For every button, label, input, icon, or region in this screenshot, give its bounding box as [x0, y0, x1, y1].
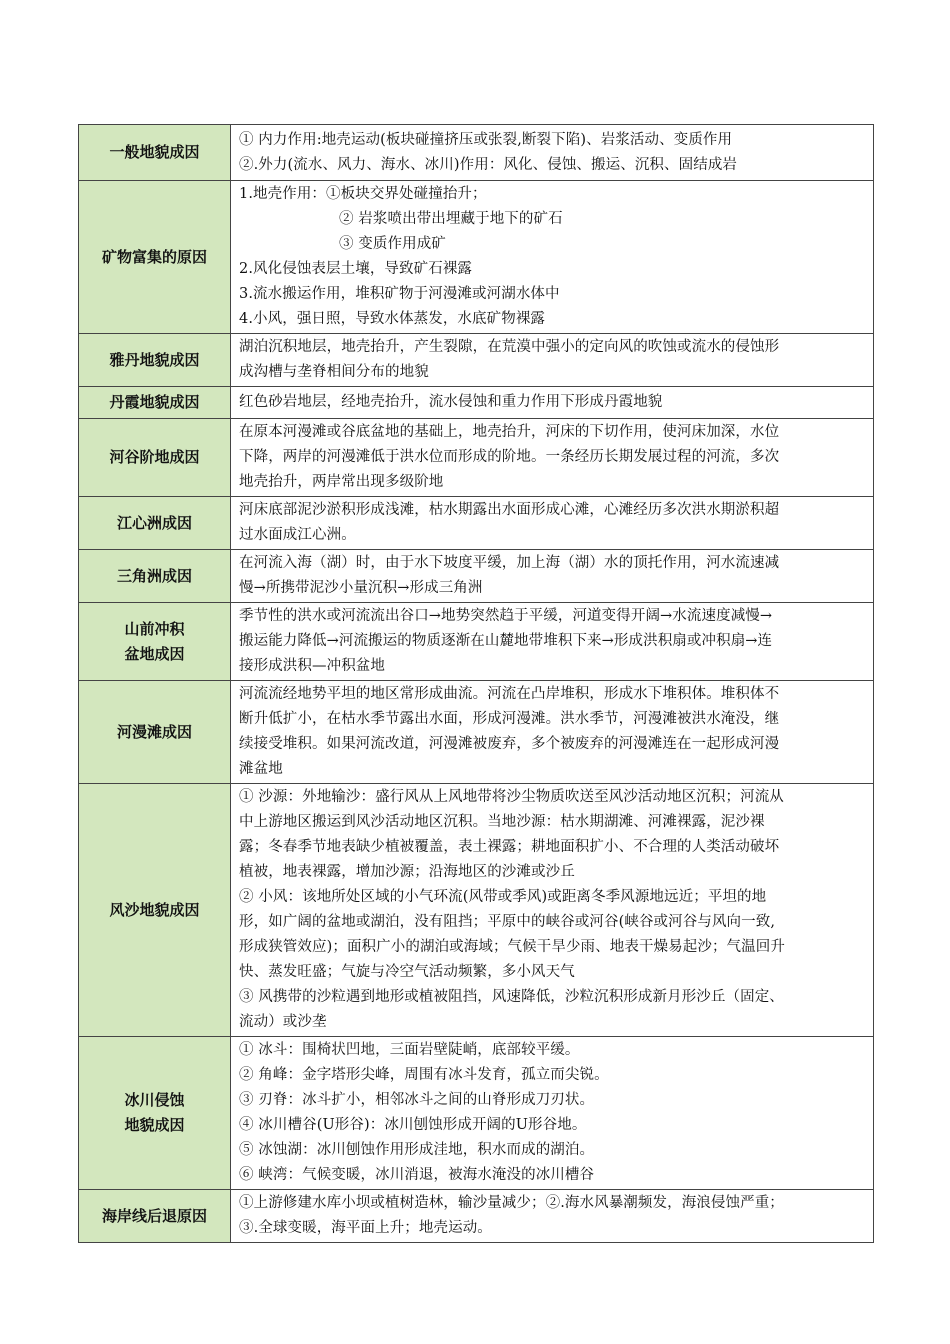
row-header: 河漫滩成因 [79, 681, 231, 784]
row-header: 矿物富集的原因 [79, 181, 231, 334]
row-header: 江心洲成因 [79, 497, 231, 550]
row-content: ① 冰斗：围椅状凹地，三面岩壁陡峭，底部较平缓。 ② 角峰：金字塔形尖峰，周围有冰斗发育，孤立而尖锐。 ③ 刃脊：冰斗扩小，相邻冰斗之间的山脊形成刀刃状。 ④ 冰川槽谷(U形谷)：冰川刨蚀形成开阔的U形谷地。 ⑤ 冰蚀湖：冰川刨蚀作用形成洼地，积水而成的湖泊。 ⑥ 峡湾：气候变暖，冰川消退，被海水淹没的冰川槽谷 [231, 1037, 874, 1190]
row-header: 三角洲成因 [79, 550, 231, 603]
table-row [79, 497, 874, 550]
row-content: 在原本河漫滩或谷底盆地的基础上，地壳抬升，河床的下切作用，使河床加深，水位 下降，两岸的河漫滩低于洪水位而形成的阶地。一条经历长期发展过程的河流，多次 地壳抬升，两岸常出现多级阶地 [231, 419, 874, 497]
row-content: 河流流经地势平坦的地区常形成曲流。河流在凸岸堆积，形成水下堆积体。堆积体不 断升低扩小，在枯水季节露出水面，形成河漫滩。洪水季节，河漫滩被洪水淹没，继 续接受堆积。如果河流改道，河漫滩被废弃，多个被废弃的河漫滩连在一起形成河漫 滩盆地 [231, 681, 874, 784]
row-header: 一般地貌成因 [79, 125, 231, 181]
table-row [79, 419, 874, 497]
row-header: 河谷阶地成因 [79, 419, 231, 497]
table-row [79, 1190, 874, 1243]
row-header: 海岸线后退原因 [79, 1190, 231, 1243]
row-content: 1.地壳作用：①板块交界处碰撞抬升； ② 岩浆喷出带出埋藏于地下的矿石 ③ 变质作用成矿 2.风化侵蚀表层土壤，导致矿石裸露 3.流水搬运作用，堆积矿物于河漫滩或河湖水体中 4.小风，强日照，导致水体蒸发，水底矿物裸露 [231, 181, 874, 334]
row-header: 山前冲积 盆地成因 [79, 603, 231, 681]
row-header: 冰川侵蚀 地貌成因 [79, 1037, 231, 1190]
row-content: ① 内力作用:地壳运动(板块碰撞挤压或张裂,断裂下陷)、岩浆活动、变质作用 ②.外力(流水、风力、海水、冰川)作用：风化、侵蚀、搬运、沉积、固结成岩 [231, 125, 874, 181]
table-row [79, 784, 874, 1037]
row-content: 红色砂岩地层，经地壳抬升，流水侵蚀和重力作用下形成丹霞地貌 [231, 387, 874, 419]
row-content: ①上游修建水库小坝或植树造林，输沙量减少；②.海水风暴潮频发，海浪侵蚀严重； ③.全球变暖，海平面上升；地壳运动。 [231, 1190, 874, 1243]
row-header: 风沙地貌成因 [79, 784, 231, 1037]
table-row [79, 125, 874, 181]
table-row [79, 681, 874, 784]
row-header: 丹霞地貌成因 [79, 387, 231, 419]
table-row [79, 603, 874, 681]
row-content: 湖泊沉积地层，地壳抬升，产生裂隙，在荒漠中强小的定向风的吹蚀或流水的侵蚀形 成沟槽与垄脊相间分布的地貌 [231, 334, 874, 387]
row-content: 季节性的洪水或河流流出谷口→地势突然趋于平缓，河道变得开阔→水流速度减慢→ 搬运能力降低→河流搬运的物质逐渐在山麓地带堆积下来→形成洪积扇或冲积扇→连 接形成洪积—冲积盆地 [231, 603, 874, 681]
row-content: ① 沙源：外地输沙：盛行风从上风地带将沙尘物质吹送至风沙活动地区沉积；河流从 中上游地区搬运到风沙活动地区沉积。当地沙源：枯水期湖滩、河滩裸露，泥沙裸 露；冬春季节地表缺少植被覆盖，表土裸露；耕地面积扩小、不合理的人类活动破坏 植被，地表裸露，增加沙源；沿海地区的沙滩或沙丘 ② 小风：该地所处区域的小气环流(风带或季风)或距离冬季风源地远近；平坦的地 形，如广阔的盆地或湖泊，没有阻挡；平原中的峡谷或河谷(峡谷或河谷与风向一致, 形成狭管效应)；面积广小的湖泊或海域；气候干旱少雨、地表干燥易起沙；气温回升 快、蒸发旺盛；气旋与冷空气活动频繁，多小风天气 ③ 风携带的沙粒遇到地形或植被阻挡，风速降低，沙粒沉积形成新月形沙丘（固定、 流动）或沙垄 [231, 784, 874, 1037]
table-row [79, 181, 874, 334]
table-row [79, 550, 874, 603]
geomorphology-table [78, 124, 874, 1243]
table-row [79, 387, 874, 419]
row-content: 河床底部泥沙淤积形成浅滩，枯水期露出水面形成心滩，心滩经历多次洪水期淤积超 过水面成江心洲。 [231, 497, 874, 550]
row-header: 雅丹地貌成因 [79, 334, 231, 387]
table-row [79, 334, 874, 387]
table-row [79, 1037, 874, 1190]
row-content: 在河流入海（湖）时，由于水下坡度平缓，加上海（湖）水的顶托作用，河水流速减 慢→所携带泥沙小量沉积→形成三角洲 [231, 550, 874, 603]
